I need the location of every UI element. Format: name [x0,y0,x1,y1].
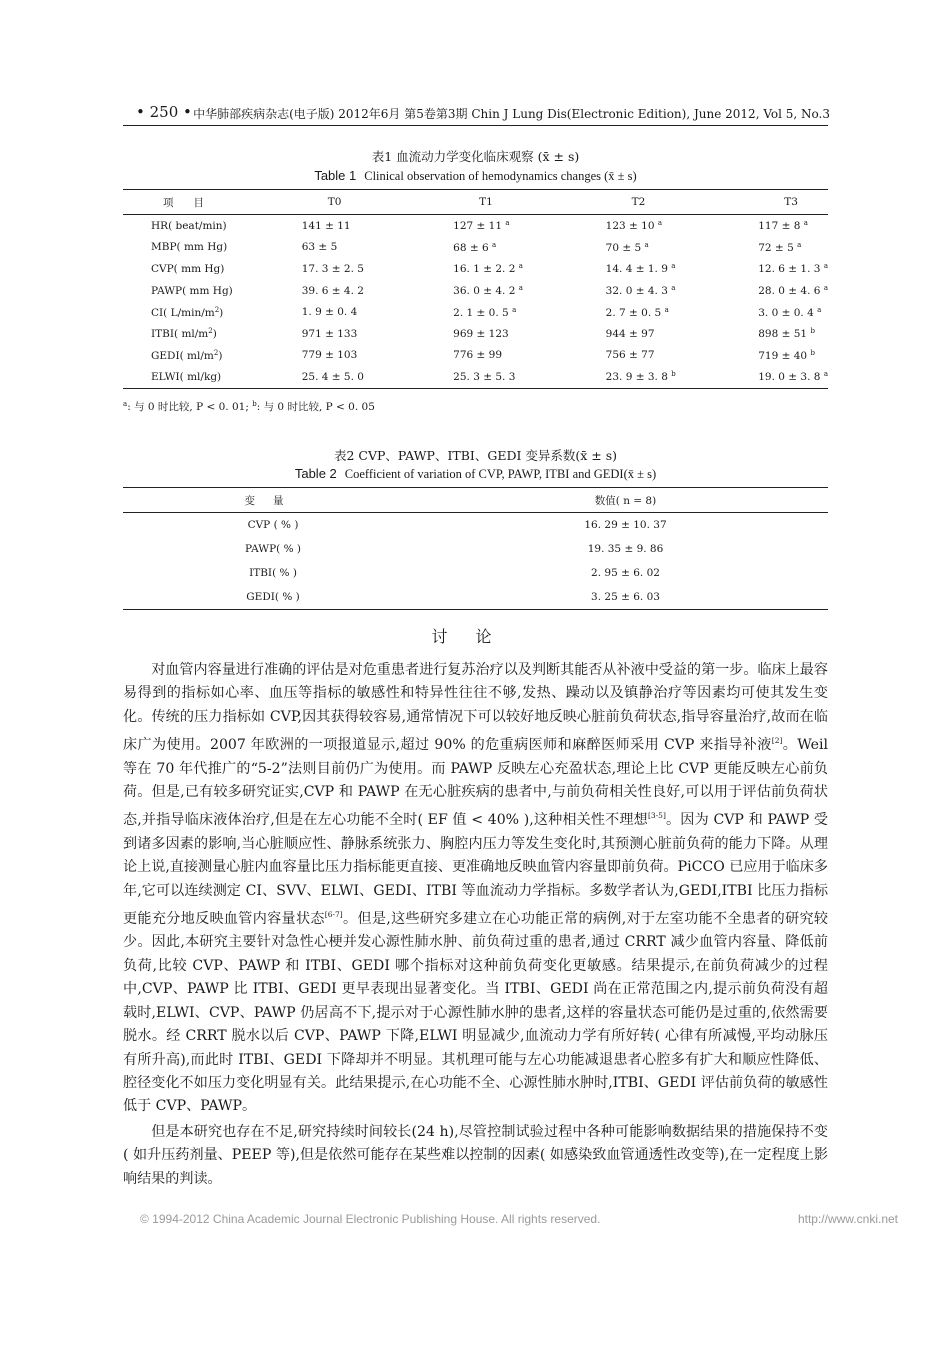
citation-2: [2] [771,736,783,746]
table1-cell-t2: 123 ± 10 $^a$ [605,219,663,233]
table2-body [123,513,828,610]
table2-header-row [123,488,828,513]
table1-header-item: 项目 [123,190,302,215]
table1-cell-t0: 779 ± 103 [301,349,358,362]
discussion-title: 讨论 [431,627,520,646]
table1-cell-name: CI( $L/\min/m^2$) [151,305,224,319]
table1-label: Table 1 [314,168,357,183]
citation-6-7: [6-7] [324,910,343,920]
table1-cell-t3: 3. 0 ± 0. 4 $^a$ [758,305,822,319]
note-a-mark: a [123,400,128,408]
table1-cell-t2: 944 ± 97 [605,327,655,340]
table1-cell-t3: 719 ± 40 $^b$ [758,348,815,362]
table2-row [123,561,828,585]
table1-row [123,215,828,237]
table1-cell-name: MBP( mm Hg) [151,241,228,254]
table1-cell-t1: 969 ± 123 [453,327,509,340]
table1 [123,189,828,389]
table2-caption-cn: 表2 CVP、PAWP、ITBI、GEDI 变异系数(x̄ ± s) [333,448,618,463]
table1-header-t2: T2 [606,190,759,215]
table1-cell-name: GEDI( $ml/m^2$) [151,348,223,362]
table1-header-t1: T1 [453,190,606,215]
table1-cell-t3: 72 ± 5 $^a$ [758,240,802,254]
table1-cell-t0: 17. 3 ± 2. 5 [301,262,364,275]
note-b-mark: b [252,400,257,408]
table1-row [123,280,828,302]
table2-cell-name: GEDI( % ) [123,585,423,610]
table1-cell-t2: 14. 4 ± 1. 9 $^a$ [605,262,676,276]
note-b-text: : 与 0 时比较, P < 0. 05 [256,401,375,413]
table1-row [123,366,828,388]
table2-row [123,513,828,538]
copyright-watermark: © 1994-2012 China Academic Journal Electronic Publishing House. All rights reserved. [140,1212,601,1226]
table1-cell-t1: 68 ± 6 $^a$ [453,240,497,254]
table1-row [123,345,828,367]
table1-header-t3: T3 [758,190,828,215]
header-rule [123,125,828,126]
p1-part-d: 。但是,这些研究多建立在心功能正常的病例,对于左室功能不全患者的研究较少。因此,本研究主要针对急性心梗并发心源性肺水肿、前负荷过重的患者,通过 CRRT 减少血管内容量、降低前负荷,比较 CVP、PAWP 和 ITBI、GEDI 哪个指标对这种前负荷变化更敏感。结果提示,在前负荷减少的过程中,CVP、PAWP 比 ITBI、GEDI 更早表现出显著变化。当 ITBI、GEDI 尚在正常范围之内,提示前负荷没有超载时,ELWI、CVP、PAWP 仍居高不下,提示对于心源性肺水肿的患者,这样的容量状态可能仍是过重的,依然需要脱水。经 CRRT 脱水以后 CVP、PAWP 下降,ELWI 明显减少,血流动力学有所好转( 心律有所减慢,平均动脉压有所升高),而此时 ITBI、GEDI 下降却并不明显。其机理可能与左心功能减退患者心腔多有扩大和顺应性降低、腔径变化不如压力变化明显有关。此结果提示,在心功能不全、心源性肺水肿时,ITBI、GEDI 评估前负荷的敏感性低于 CVP、PAWP。 [123,911,828,1115]
table1-cell-t0: 1. 9 ± 0. 4 [301,306,358,319]
table1-cell-name: CVP( mm Hg) [151,262,225,275]
table2-cell-name: CVP ( % ) [247,519,299,531]
table1-cell-t3: 117 ± 8 $^a$ [758,219,808,233]
citation-3-5: [3-5] [647,811,666,821]
table1-body [123,215,828,389]
table1-cell-t3: 898 ± 51 $^b$ [758,327,815,341]
discussion-body [123,659,828,1191]
discussion-paragraph-2: 但是本研究也存在不足,研究持续时间较长(24 h),尽管控制试验过程中各种可能影响数据结果的措施保持不变( 如升压药剂量、PEEP 等),但是依然可能存在某些难以控制的因素( 如感染致血管通透性改变等),在一定程度上影响结果的判读。 [123,1123,828,1187]
table1-header-t0: T0 [302,190,453,215]
table2-caption-en-text: Coefficient of variation of CVP, PAWP, ITBI and GEDI(x̄ ± s) [344,467,657,481]
table1-cell-t1: 2. 1 ± 0. 5 $^a$ [453,305,517,319]
table1-row [123,301,828,323]
table2-cell-name: PAWP( % ) [245,543,301,555]
table1-cell-t1: 25. 3 ± 5. 3 [453,366,606,388]
p1-part-b: 。Weil 等在 70 年代推广的“5-2”法则目前仍广为使用。而 PAWP 反映左心充盈状态,理论上比 CVP 更能反映左心前负荷。但是,已有较多研究证实,CVP 和 PAWP 在无心脏疾病的患者中,与前负荷相关性良好,可以用于评估前负荷状态,并指导临床液体治疗,但是在左心功能不全时( EF 值 < 40% ),这种相关性不理想 [123,737,828,829]
table1-cell-t0: 25. 4 ± 5. 0 [302,366,453,388]
table2-header-variable: 变量 [123,488,423,513]
table1-cell-t2: 23. 9 ± 3. 8 $^b$ [606,366,759,388]
page-header [118,103,830,125]
p1-part-a: 对血管内容量进行准确的评估是对危重患者进行复苏治疗以及判断其能否从补液中受益的第一步。临床上最容易得到的指标如心率、血压等指标的敏感性和特异性往往不够,发热、躁动以及镇静治疗等因素均可使其发生变化。传统的压力指标如 CVP,因其获得较容易,通常情况下可以较好地反映心脏前负荷状态,指导容量治疗,故而在临床广为使用。2007 年欧洲的一项报道显示,超过 90% 的危重病医师和麻醉医师采用 CVP 来指导补液 [123,662,828,754]
table1-caption-cn: 表1 血流动力学变化临床观察 (x̄ ± s) [371,149,580,164]
table2-cell-value: 2. 95 ± 6. 02 [591,567,660,579]
table2-cell-value: 19. 35 ± 9. 86 [587,543,664,555]
table2-row [123,537,828,561]
table2-row [123,585,828,610]
table2-cell-value: 3. 25 ± 6. 03 [423,585,828,610]
table1-cell-t2: 756 ± 77 [605,349,655,362]
table2-cell-name: ITBI( % ) [249,567,297,579]
table1-row [123,258,828,280]
page-number: • 250 • [136,103,192,121]
table1-cell-t0: 63 ± 5 [301,241,338,254]
table2-caption-en [123,466,828,482]
table1-cell-t1: 16. 1 ± 2. 2 $^a$ [453,262,523,276]
journal-info: 中华肺部疾病杂志(电子版) 2012年6月 第5卷第3期 Chin J Lung Dis(Electronic Edition), June 2012, Vol 5, No.3 [193,107,830,121]
p1-part-c: 。因为 CVP 和 PAWP 受到诸多因素的影响,当心脏顺应性、静脉系统张力、胸腔内压力等发生变化时,其预测心脏前负荷的能力下降。从理论上说,直接测量心脏内血容量比压力指标能更直接、更准确地反映血管内容量即前负荷。PiCCO 已应用于临床多年,它可以连续测定 CI、SVV、ELWI、GEDI、ITBI 等血流动力学指标。多数学者认为,GEDI,ITBI 比压力指标更能充分地反映血管内容量状态 [123,812,828,928]
table1-caption-en-text: Clinical observation of hemodynamics changes (x̄ ± s) [364,169,637,183]
note-a-text: : 与 0 时比较, P < 0. 01; [127,401,253,413]
table1-header-row [123,190,828,215]
table1-caption-en [123,168,828,184]
table1-cell-name: ITBI( $ml/m^2$) [151,327,217,341]
table1-cell-t2: 70 ± 5 $^a$ [605,240,649,254]
table1-cell-t1: 36. 0 ± 4. 2 $^a$ [453,284,523,298]
table2-header-value: 数值( n = 8) [423,488,828,513]
table2 [123,487,828,610]
table1-cell-t2: 32. 0 ± 4. 3 $^a$ [605,284,676,298]
discussion-paragraph-1 [123,659,828,1119]
table1-cell-t3: 19. 0 ± 3. 8 $^a$ [758,366,828,388]
table1-cell-t0: 971 ± 133 [301,327,358,340]
table1-cell-t0: 141 ± 11 [301,219,351,232]
table1-note [123,399,375,414]
table1-cell-t2: 2. 7 ± 0. 5 $^a$ [605,305,669,319]
table2-cell-value: 16. 29 ± 10. 37 [584,519,667,531]
table1-cell-name: PAWP( mm Hg) [151,284,233,297]
table1-cell-t3: 12. 6 ± 1. 3 $^a$ [758,262,828,276]
table1-cell-name: HR( beat/min) [151,219,227,232]
table2-label: Table 2 [294,466,337,481]
table1-cell-name: ELWI( ml/kg) [123,366,302,388]
table1-cell-t3: 28. 0 ± 4. 6 $^a$ [758,284,828,298]
cnki-link[interactable]: http://www.cnki.net [797,1212,898,1226]
table1-cell-t1: 127 ± 11 $^a$ [453,219,510,233]
table1-row [123,323,828,345]
table1-cell-t0: 39. 6 ± 4. 2 [301,284,364,297]
table1-cell-t1: 776 ± 99 [453,349,503,362]
table1-row [123,237,828,259]
